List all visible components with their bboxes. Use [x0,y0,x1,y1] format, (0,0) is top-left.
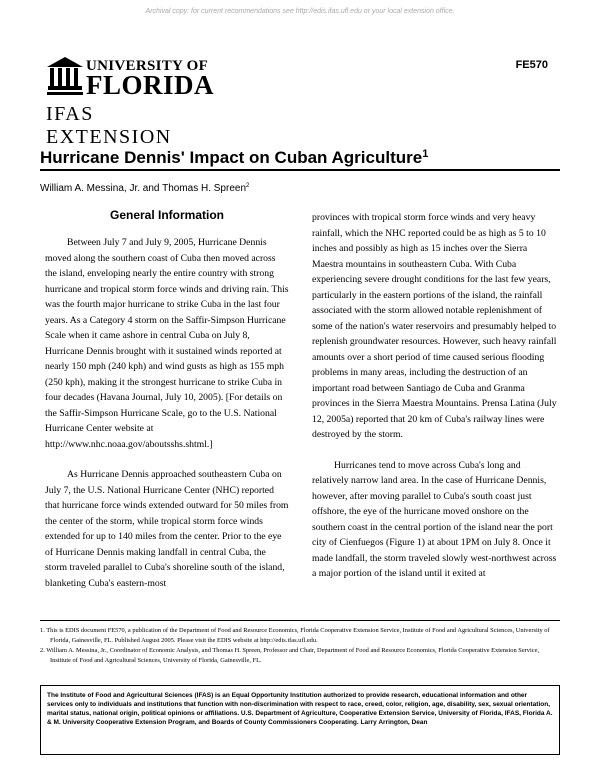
paragraph: Between July 7 and July 9, 2005, Hurricane Dennis moved along the southern coast of Cuba then moved across the island, enveloping nearly the entire country with strong hurricane and tropical storm force winds and driving rain. This was the fourth major hurricane to strike Cuba in the last four years. As a Category 4 storm on the Saffir-Simpson Hurricane Scale when it came ashore in central Cuba on July 8, Hurricane Dennis brought with it sustained winds reported at nearly 150 mph (240 kph) and wind gusts as high as 155 mph (250 kph), making it the strongest hurricane to strike Cuba in four decades (Havana Journal, July 10, 2005). [For details on the Saffir-Simpson Hurricane Scale, go to the U.S. National Hurricane Center website at http://www.nhc.noaa.gov/aboutsshs.shtml.] [45,237,289,450]
footnote: 2. William A. Messina, Jr., Coordinator of Economic Analysis, and Thomas H. Spreen, Professor and Chair, Department of Food and Resource Economics, Florida Cooperative Extension Service, Institute of Food and Agricultural Sciences, University of Florida, Gainesville, FL. [40,647,540,664]
authors [40,183,249,194]
logo-florida: FLORIDA [86,70,215,100]
paragraph: As Hurricane Dennis approached southeastern Cuba on July 7, the U.S. National Hurricane Center (NHC) reported that hurricane force winds extended outward for 50 miles from the center of the storm, while tropical storm force winds extended for up to 140 miles from the center. Prior to the eye of Hurricane Dennis making landfall in central Cuba, the storm traveled parallel to Cuba's shoreline south of the island, blanketing Cuba's eastern-most [45,469,289,589]
authors-footnote-mark: 2 [246,183,250,189]
paragraph: provinces with tropical storm force winds and very heavy rainfall, which the NHC reported could be as high as 5 to 10 inches and possibly as high as 15 inches over the Sierra Maestra mountains in southeastern Cuba. With Cuba experiencing severe drought conditions for the last few years, particularly in the eastern portions of the island, the rainfall associated with the storm allowed notable replenishment of some of the nation's water reservoirs and presumably helped to replenish groundwater resources. However, such heavy rainfall amounts over a short period of time caused serious flooding problems in many areas, including the destruction of an important road between Santiago de Cuba and Granma provinces in the Sierra Maestra Mountains. Prensa Latina (July 12, 2005a) reported that 20 km of Cuba's railway lines were destroyed by the storm. [312,212,557,440]
page-title [40,148,428,168]
right-column [312,210,558,597]
uf-ifas-logo [46,56,221,148]
logo-ifas-extension: IFAS EXTENSION [46,103,172,148]
footnote-rule [40,620,560,621]
footnote: 1. This is EDIS document FE570, a publication of the Department of Food and Resource Economics, Florida Cooperative Extension Service, Institute of Food and Agricultural Sciences, University of Florida, Gainesville, FL. Published August 2005. Please visit the EDIS website at http://edis.ifas.ufl.edu. [40,627,550,644]
equal-opportunity-statement: The Institute of Food and Agricultural Sciences (IFAS) is an Equal Opportunity Institution authorized to provide research, educational information and other services only to individuals and institutions that function with non-discrimination with respect to race, creed, color, religion, age, disability, sex, sexual orientation, marital status, national origin, political opinions or affiliations. U.S. Department of Agriculture, Cooperative Extension Service, University of Florida, IFAS, Florida A. & M. University Cooperative Extension Program, and Boards of County Commissioners Cooperating. Larry Arrington, Dean [40,685,560,755]
footnotes [40,626,560,666]
paragraph: Hurricanes tend to move across Cuba's long and relatively narrow land area. In the case of Hurricane Dennis, however, after moving parallel to Cuba's south coast just offshore, the eye of the hurricane moved onshore on the southern coast in the central portion of the island near the port city of Cienfuegos (Figure 1) at about 1PM on July 8. Once it made landfall, the storm traveled slowly west-northwest across a major portion of the island until it exited at [312,459,557,579]
title-rule [40,169,560,171]
left-column [45,208,289,606]
title-footnote-mark: 1 [422,148,429,160]
archive-note: Archival copy: for current recommendations see http://edis.ifas.ufl.edu or your local extension office. [145,8,455,15]
section-heading: General Information [109,208,225,222]
title-text: Hurricane Dennis' Impact on Cuban Agriculture [40,148,423,167]
authors-text: William A. Messina, Jr. and Thomas H. Spreen [40,183,247,194]
logo-university-of: UNIVERSITY OF [86,58,209,74]
university-seal-icon [46,56,84,98]
document-id: FE570 [515,59,548,71]
